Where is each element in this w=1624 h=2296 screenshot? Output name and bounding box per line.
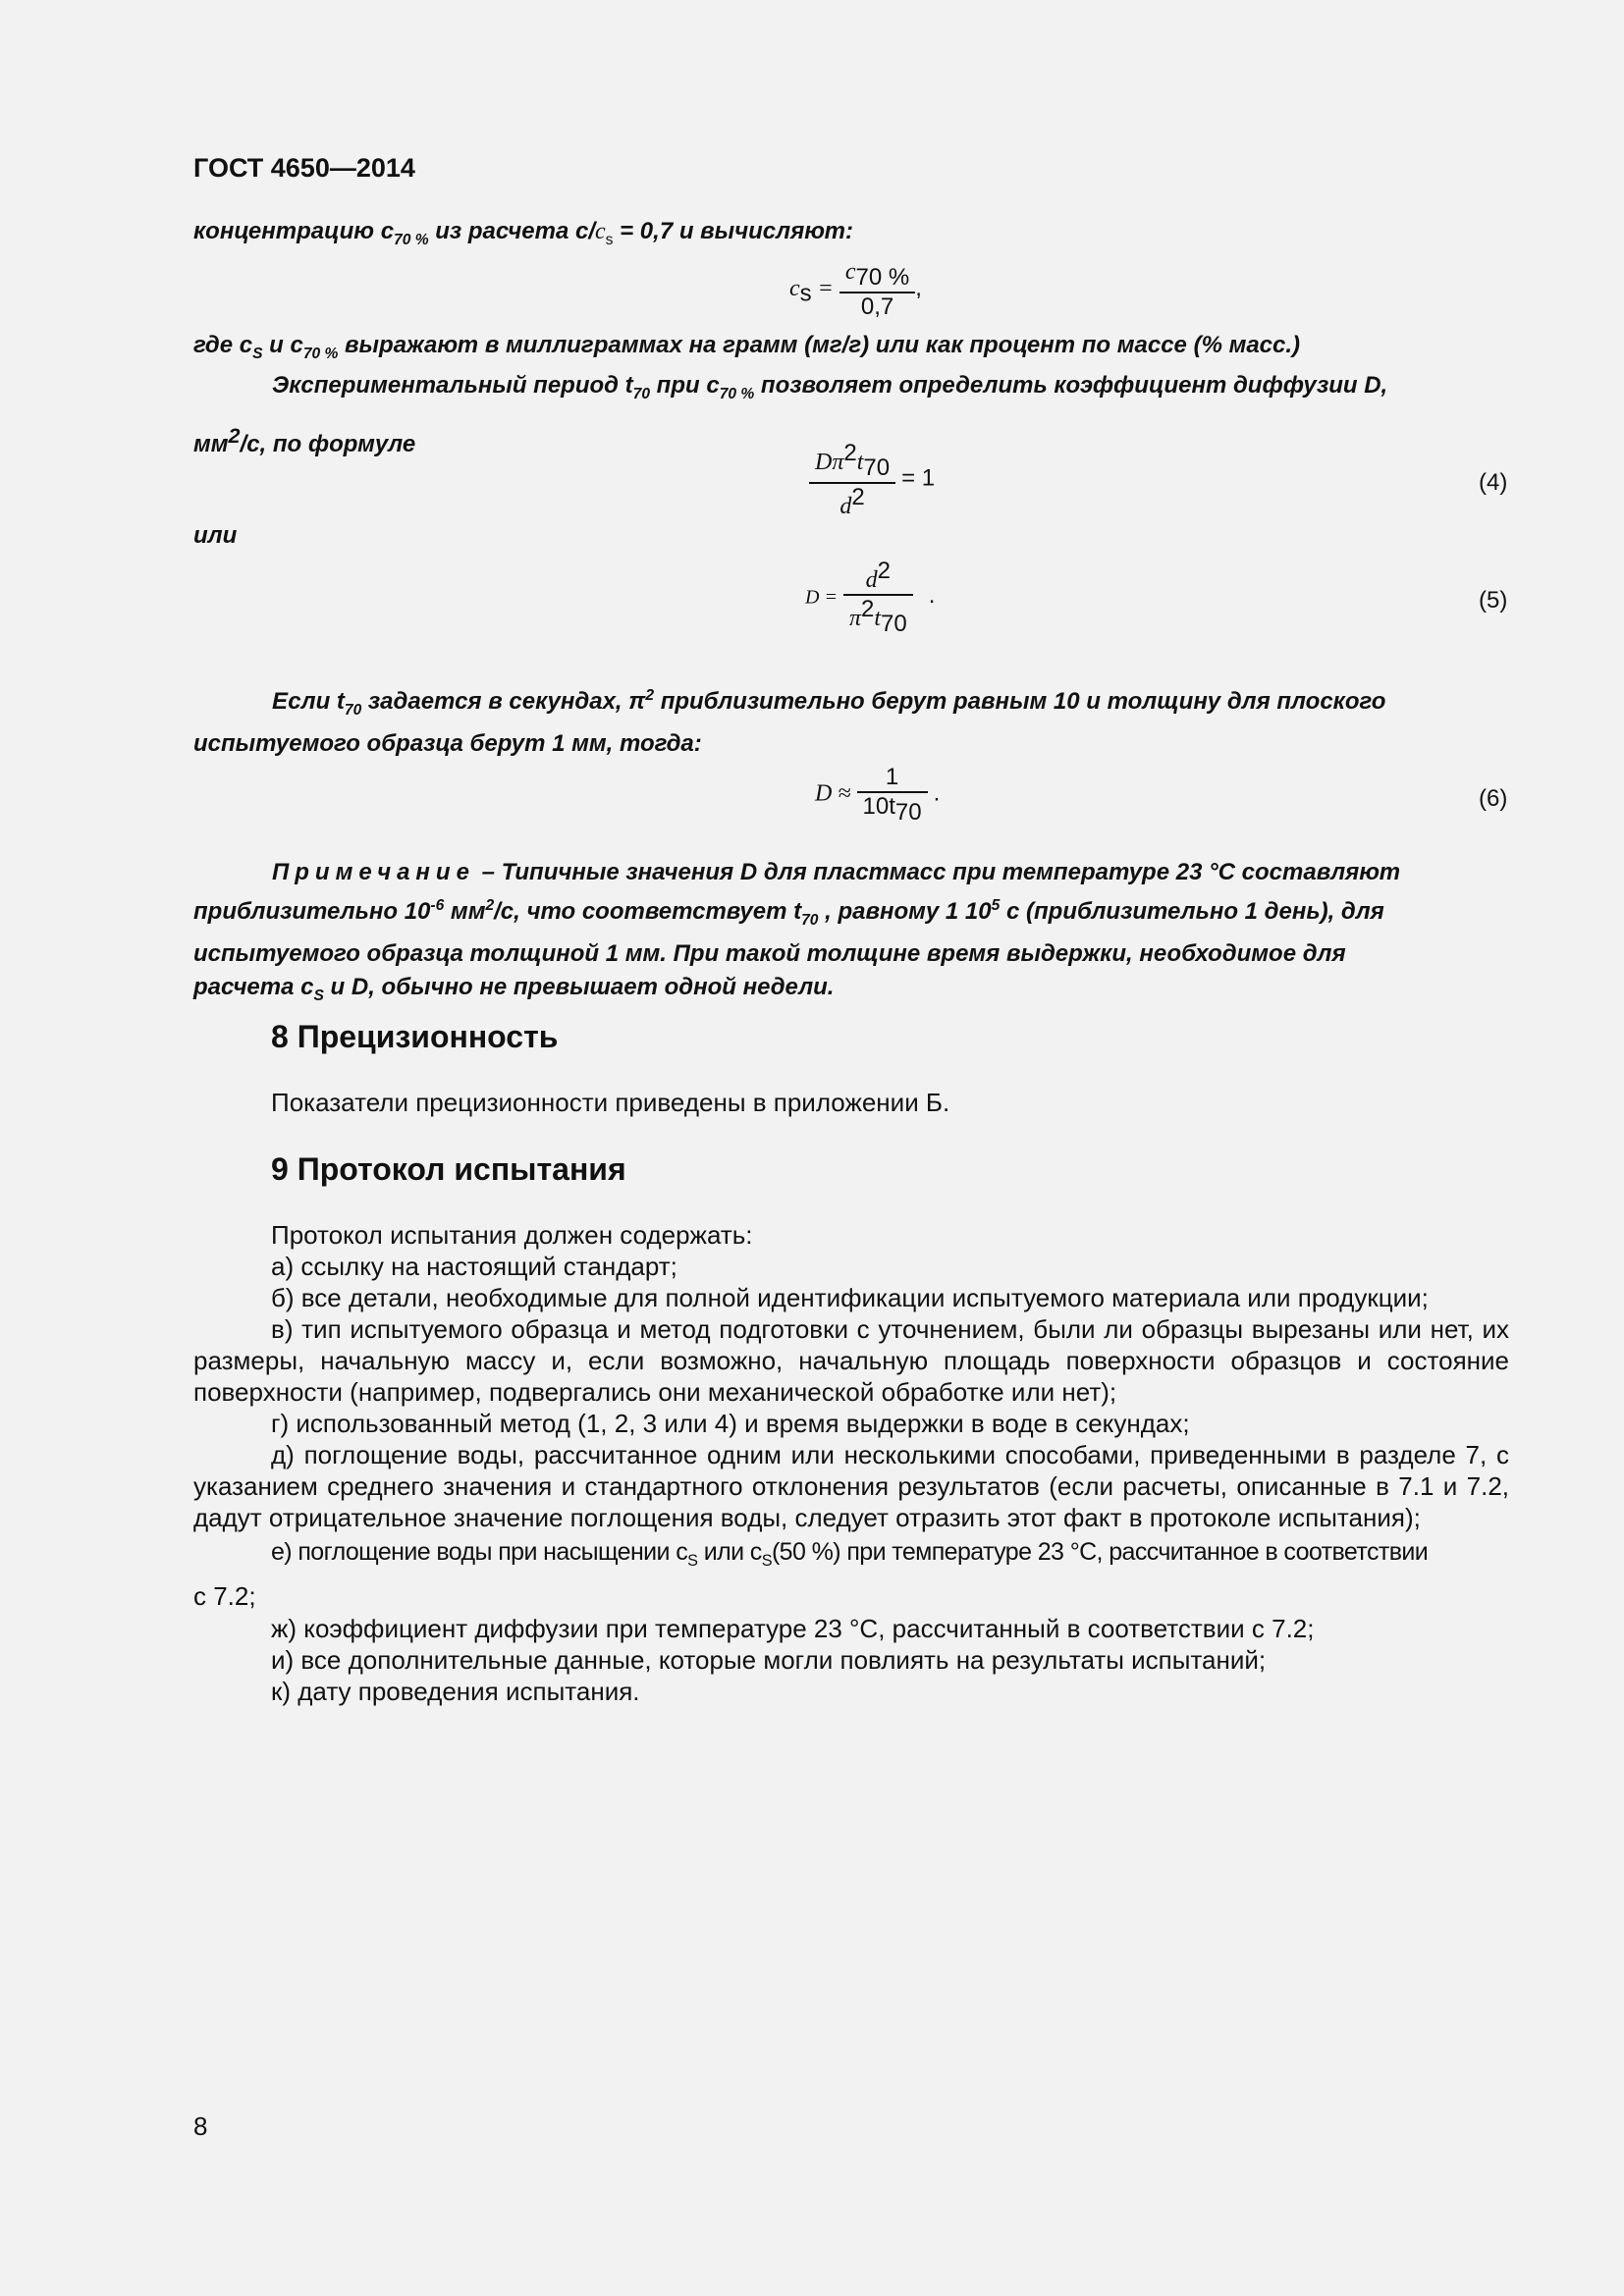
text: приблизительно 10 — [193, 898, 431, 925]
punctuation: . — [933, 779, 941, 807]
text: концентрацию c — [193, 218, 395, 244]
text: или c — [697, 1538, 762, 1566]
text: из расчета c/ — [428, 218, 595, 244]
denominator: 0,7 — [860, 293, 894, 320]
equation-4 — [809, 440, 935, 520]
subscript: S — [687, 1552, 698, 1570]
symbol: d — [865, 567, 878, 593]
text: где c — [193, 332, 253, 358]
text: = 0,7 и вычисляют: — [613, 218, 853, 244]
symbol: c — [844, 259, 856, 285]
text: , равному 1 — [818, 898, 959, 925]
list-item: в) тип испытуемого образца и метод подготовки с уточнением, были ли образцы вырезаны или нет, их размеры, начальную массу и, если возможно, начальную площадь поверхности образцов и состояние поверхности (например, подвергались они механической обработке или нет); — [193, 1314, 1509, 1407]
list-item: а) ссылку на настоящий стандарт; — [271, 1252, 677, 1281]
equation-5 — [805, 558, 935, 638]
equation-cs — [789, 259, 922, 321]
fraction — [857, 764, 928, 827]
subscript: s — [799, 280, 812, 307]
subscript: 70 — [632, 385, 651, 402]
text: /с, по формуле — [240, 430, 416, 457]
fraction — [809, 440, 895, 520]
subscript: S — [313, 987, 324, 1004]
equation-number: (5) — [1479, 587, 1508, 614]
lhs: D = — [805, 586, 838, 609]
list-item: г) использованный метод (1, 2, 3 или 4) и время выдержки в воде в секундах; — [271, 1409, 1190, 1438]
list-item: ж) коэффициент диффузии при температуре 23 °C, рассчитанный в соответствии с 7.2; — [271, 1614, 1315, 1643]
subscript: 70 — [863, 454, 891, 481]
superscript: 5 — [991, 897, 1001, 914]
numerator: 1 — [857, 764, 928, 793]
equation-number: (6) — [1479, 785, 1508, 812]
text: (50 %) при температуре 23 °C, рассчитанное в соответствии — [771, 1538, 1429, 1566]
note-label: Примечание — [272, 859, 475, 885]
text: /с, что соответствует t — [494, 898, 802, 925]
page-number: 8 — [193, 2111, 208, 2141]
symbol: t — [856, 450, 864, 475]
text: Экспериментальный период t — [272, 372, 633, 399]
text: выражают в миллиграммах на грамм (мг/г) или как процент по массе (% масс.) — [338, 332, 1301, 358]
superscript: 2 — [228, 422, 241, 448]
subscript: 70 % — [302, 345, 339, 362]
subscript: 70 % — [719, 385, 755, 402]
fraction — [843, 558, 913, 638]
list-item: д) поглощение воды, рассчитанное одним или несколькими способами, приведенными в разделе 7, с указанием среднего значения и стандартного отклонения результатов (если расчеты, описанные в 7.1 и 7.2, дадут отрицательное значение поглощения воды, следует отразить этот факт в протоколе испытания); — [193, 1440, 1509, 1532]
punctuation: , — [915, 274, 922, 301]
punctuation: . — [928, 582, 936, 610]
superscript: 2 — [485, 897, 495, 914]
list-item — [193, 1533, 1509, 1579]
fraction — [839, 259, 915, 321]
text: 10 — [958, 898, 992, 925]
section-8-title: 8 Прецизионность — [271, 1019, 559, 1054]
document-header: ГОСТ 4650—2014 — [193, 153, 415, 183]
subscript: 70 — [801, 911, 819, 929]
lhs: D ≈ — [815, 780, 851, 807]
text: испытуемого образца берут 1 мм, тогда: — [193, 729, 702, 757]
equation-6 — [815, 764, 940, 827]
symbol: c — [789, 275, 800, 301]
subscript: 70 % — [855, 263, 910, 291]
section-8-text: Показатели прецизионности приведены в приложении Б. — [271, 1088, 950, 1117]
list-item: б) все детали, необходимые для полной идентификации испытуемого материала или продукции; — [271, 1283, 1429, 1312]
para-seconds — [193, 679, 1509, 761]
text: е) поглощение воды при насыщении c — [271, 1538, 688, 1566]
superscript: 2 — [851, 483, 865, 510]
list-item: и) все дополнительные данные, которые могли повлиять на результаты испытаний; — [271, 1645, 1267, 1675]
section-9-body — [193, 1219, 1509, 1707]
text: и D, обычно не превышает одной недели. — [323, 973, 835, 1000]
text: позволяет определить коэффициент диффузии D, — [754, 372, 1388, 399]
operator: = — [811, 275, 839, 301]
symbol: π — [848, 606, 861, 631]
symbol: d — [839, 493, 852, 519]
intro: Протокол испытания должен содержать: — [271, 1220, 753, 1250]
text: задается в секундах, π — [361, 688, 646, 715]
list-item-continuation: с 7.2; — [193, 1581, 256, 1611]
or-text: или — [193, 522, 238, 549]
superscript: 2 — [877, 558, 892, 584]
equation-number: (4) — [1479, 469, 1508, 496]
subscript: 70 — [881, 610, 907, 637]
symbol: c — [595, 219, 606, 244]
text: и c — [262, 332, 303, 358]
list-item: к) дату проведения испытания. — [271, 1677, 640, 1706]
subscript: 70 — [894, 798, 922, 826]
symbol: Dπ — [815, 450, 844, 475]
symbol: t — [874, 606, 882, 631]
text: испытуемого образца толщиной 1 мм. При такой толщине время выдержки, необходимое для — [193, 939, 1346, 967]
superscript: 2 — [860, 596, 875, 622]
text: мм — [444, 898, 486, 925]
section-9-title: 9 Протокол испытания — [271, 1151, 626, 1187]
subscript: 70 — [344, 701, 362, 719]
subscript: S — [761, 1552, 772, 1570]
denominator: 10t — [862, 793, 895, 820]
superscript: -6 — [430, 897, 445, 914]
text: при c — [650, 372, 720, 399]
subscript: S — [252, 345, 263, 362]
superscript: 2 — [843, 440, 857, 466]
text: с (приблизительно 1 день), для — [1000, 898, 1384, 925]
text: – Типичные значения D для пластмасс при температуре 23 °C составляют — [474, 859, 1401, 885]
text: приблизительно берут равным 10 и толщину для плоского — [654, 688, 1386, 715]
text: мм — [193, 430, 229, 457]
subscript: 70 % — [394, 231, 429, 248]
rhs: = 1 — [901, 464, 936, 492]
subscript: s — [605, 231, 614, 248]
text: Если t — [272, 688, 345, 715]
note — [193, 856, 1509, 1013]
superscript: 2 — [645, 687, 655, 704]
para-concentration — [193, 218, 853, 249]
text: расчета c — [193, 973, 314, 1000]
para-units — [193, 332, 1300, 363]
